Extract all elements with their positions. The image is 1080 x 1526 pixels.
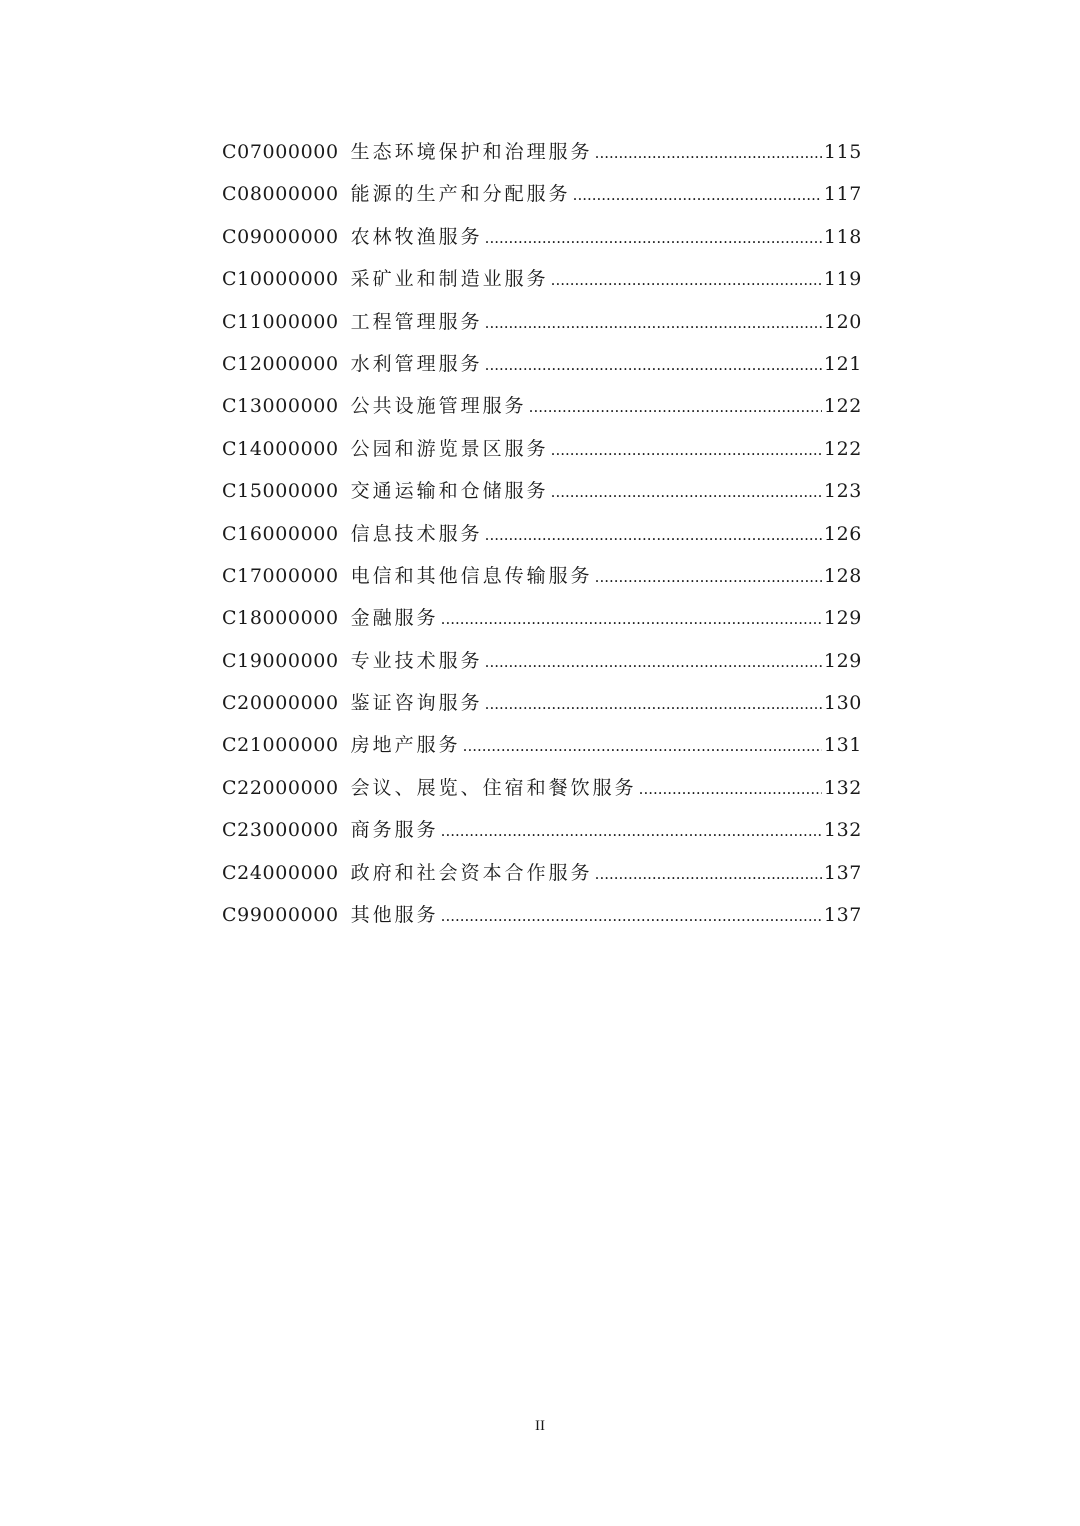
toc-entry-title: 水利管理服务 xyxy=(350,352,483,375)
toc-entry-page: 120 xyxy=(823,310,862,333)
toc-entry-title: 工程管理服务 xyxy=(350,310,483,333)
toc-entry-page: 129 xyxy=(823,649,862,672)
toc-entry-page: 118 xyxy=(823,225,862,248)
toc-dot-leader xyxy=(485,514,822,556)
toc-dot-leader xyxy=(485,217,822,259)
toc-entry-code: C21000000 xyxy=(222,734,339,757)
toc-entry-title: 采矿业和制造业服务 xyxy=(350,268,549,291)
toc-entry-page: 121 xyxy=(823,352,862,375)
toc-entry-title: 公共设施管理服务 xyxy=(350,395,527,418)
toc-dot-leader xyxy=(573,174,822,216)
toc-entry-code: C19000000 xyxy=(222,649,339,672)
toc-entry-code: C18000000 xyxy=(222,607,339,630)
toc-entry-page: 132 xyxy=(823,819,862,842)
toc-entry-code: C99000000 xyxy=(222,904,339,927)
toc-entry[interactable] xyxy=(222,894,862,936)
toc-entry[interactable] xyxy=(222,640,862,682)
toc-entry[interactable] xyxy=(222,767,862,809)
toc-dot-leader xyxy=(595,853,822,895)
toc-entry-page: 130 xyxy=(823,692,862,715)
toc-entry-title: 商务服务 xyxy=(350,819,439,842)
toc-dot-leader xyxy=(441,810,822,852)
toc-dot-leader xyxy=(485,641,822,683)
toc-entry-page: 117 xyxy=(823,183,862,206)
toc-entry-page: 122 xyxy=(823,437,862,460)
toc-entry-title: 金融服务 xyxy=(350,607,439,630)
toc-entry-code: C12000000 xyxy=(222,352,339,375)
toc-entry-title: 生态环境保护和治理服务 xyxy=(350,141,593,163)
toc-entry-title: 交通运输和仓储服务 xyxy=(350,480,549,503)
toc-entry[interactable] xyxy=(222,682,862,724)
toc-entry-code: C24000000 xyxy=(222,861,339,884)
toc-entry-code: C10000000 xyxy=(222,268,339,291)
toc-entry-code: C20000000 xyxy=(222,692,339,715)
table-of-contents xyxy=(222,131,862,936)
toc-entry[interactable] xyxy=(222,555,862,597)
toc-dot-leader xyxy=(551,429,822,471)
toc-dot-leader xyxy=(639,768,822,810)
toc-entry[interactable] xyxy=(222,724,862,766)
toc-entry-page: 119 xyxy=(823,268,862,291)
toc-dot-leader xyxy=(595,132,822,174)
toc-entry-page: 137 xyxy=(823,904,862,927)
toc-entry-title: 专业技术服务 xyxy=(350,649,483,672)
toc-dot-leader xyxy=(551,471,822,513)
toc-entry-title: 能源的生产和分配服务 xyxy=(350,183,571,206)
toc-entry[interactable] xyxy=(222,216,862,258)
toc-entry-title: 电信和其他信息传输服务 xyxy=(350,564,593,587)
toc-entry[interactable] xyxy=(222,852,862,894)
toc-entry[interactable] xyxy=(222,513,862,555)
toc-entry-title: 政府和社会资本合作服务 xyxy=(350,861,593,884)
toc-dot-leader xyxy=(529,386,822,428)
toc-dot-leader xyxy=(441,895,822,937)
toc-entry-title: 其他服务 xyxy=(350,904,439,927)
toc-entry[interactable] xyxy=(222,301,862,343)
toc-dot-leader xyxy=(485,344,822,386)
toc-entry-code: C16000000 xyxy=(222,522,339,545)
toc-dot-leader xyxy=(485,302,822,344)
toc-entry-title: 公园和游览景区服务 xyxy=(350,437,549,460)
page-number: II xyxy=(535,1418,545,1434)
toc-dot-leader xyxy=(463,725,822,767)
toc-entry-code: C22000000 xyxy=(222,776,339,799)
toc-dot-leader xyxy=(441,598,822,640)
toc-entry[interactable] xyxy=(222,809,862,851)
toc-entry[interactable] xyxy=(222,470,862,512)
toc-entry-title: 房地产服务 xyxy=(350,734,461,757)
toc-entry-page: 123 xyxy=(823,480,862,503)
toc-entry[interactable] xyxy=(222,597,862,639)
toc-entry-code: C09000000 xyxy=(222,225,339,248)
toc-entry[interactable] xyxy=(222,131,862,173)
toc-entry-page: 126 xyxy=(823,522,862,545)
toc-entry[interactable] xyxy=(222,258,862,300)
toc-entry-code: C15000000 xyxy=(222,480,339,503)
toc-entry-code: C14000000 xyxy=(222,437,339,460)
toc-entry-page: 129 xyxy=(823,607,862,630)
toc-entry-code: C17000000 xyxy=(222,564,339,587)
toc-entry[interactable] xyxy=(222,385,862,427)
toc-dot-leader xyxy=(551,259,822,301)
toc-entry[interactable] xyxy=(222,428,862,470)
toc-dot-leader xyxy=(485,683,822,725)
toc-entry-page: 132 xyxy=(823,776,862,799)
toc-entry-title: 鉴证咨询服务 xyxy=(350,692,483,715)
toc-entry-title: 会议、展览、住宿和餐饮服务 xyxy=(350,776,637,799)
toc-entry-code: C07000000 xyxy=(222,141,339,163)
toc-entry-page: 115 xyxy=(823,141,862,163)
toc-entry-code: C11000000 xyxy=(222,310,339,333)
toc-entry-title: 信息技术服务 xyxy=(350,522,483,545)
toc-entry-code: C08000000 xyxy=(222,183,339,206)
toc-entry-code: C13000000 xyxy=(222,395,339,418)
toc-dot-leader xyxy=(595,556,822,598)
toc-entry-page: 128 xyxy=(823,564,862,587)
toc-entry-code: C23000000 xyxy=(222,819,339,842)
toc-entry-title: 农林牧渔服务 xyxy=(350,225,483,248)
toc-entry[interactable] xyxy=(222,173,862,215)
toc-entry[interactable] xyxy=(222,343,862,385)
toc-entry-page: 137 xyxy=(823,861,862,884)
toc-entry-page: 131 xyxy=(823,734,862,757)
toc-entry-page: 122 xyxy=(823,395,862,418)
